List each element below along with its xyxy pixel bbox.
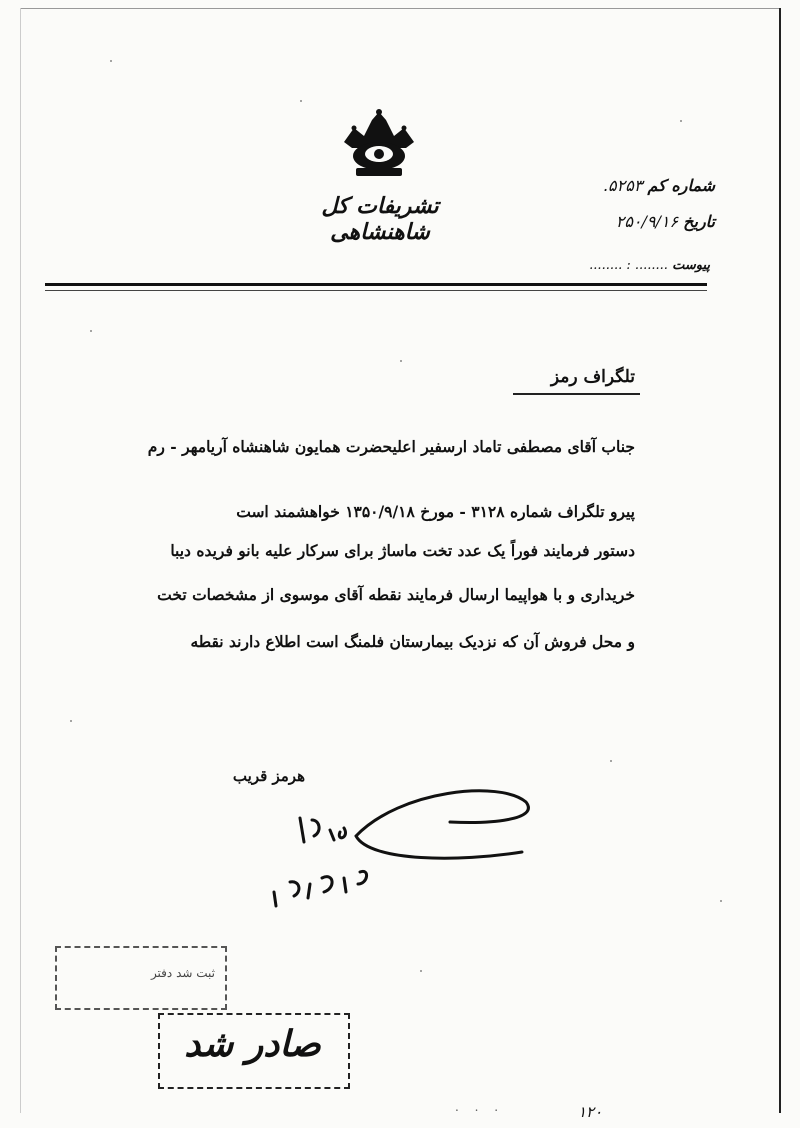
scan-speck [110, 60, 112, 62]
scan-speck [610, 760, 612, 762]
document-date [565, 212, 715, 231]
telegram-underline [513, 393, 640, 395]
scan-speck [300, 100, 302, 102]
body-line-3: خریداری و با هواپیما ارسال فرمایند نقطه آقای موسوی از مشخصات تخت [157, 585, 635, 604]
number-label: شماره کم [647, 176, 715, 195]
scan-speck [720, 900, 722, 902]
registry-stamp-text: ثبت شد دفتر [150, 966, 215, 980]
body-line-1: پیرو تلگراف شماره ۳۱۲۸ - مورخ ۱۳۵۰/۹/۱۸ خواهشمند است [236, 502, 635, 521]
number-value: ۵۲۵۳. [602, 176, 643, 195]
address-line: جناب آقای مصطفی تاماد ارسفیر اعلیحضرت همایون شاهنشاه آریامهر - رم [147, 437, 635, 456]
scan-speck [70, 720, 72, 722]
header-rule-thin [45, 290, 707, 291]
date-value: ۲۵۰/۹/۱۶ [615, 212, 679, 231]
attachment-value: ........ : ........ [589, 258, 668, 273]
body-line-4: و محل فروش آن که نزدیک بیمارستان فلمنگ است اطلاع دارند نقطه [190, 632, 635, 651]
issued-stamp-text: صادر شد [184, 1023, 321, 1065]
page-border-top [20, 8, 780, 9]
page-border-left [20, 8, 21, 1113]
scan-speck [90, 330, 92, 332]
footer-mark: ۱۲۰ [578, 1103, 603, 1121]
attachment-label: پیوست [672, 258, 710, 273]
scan-speck [400, 360, 402, 362]
crown-emblem-icon [338, 108, 420, 184]
sender-name: هرمز قریب [232, 767, 305, 785]
body-line-2: دستور فرمایند فوراً یک عدد تخت ماساژ برای سرکار علیه بانو فریده دیبا [170, 541, 635, 560]
scan-speck [680, 120, 682, 122]
letterhead-title: تشریفات کل شاهنشاهی [321, 193, 439, 245]
page-border-right [779, 8, 781, 1113]
header-rule [45, 283, 707, 286]
document-number [535, 176, 715, 195]
document-attachment [550, 258, 710, 273]
scan-speck [420, 970, 422, 972]
footer-dots: . . . [455, 1100, 505, 1114]
handwritten-signature [260, 780, 550, 920]
date-label: تاریخ [683, 212, 715, 231]
telegram-heading: تلگراف رمز [550, 367, 635, 387]
